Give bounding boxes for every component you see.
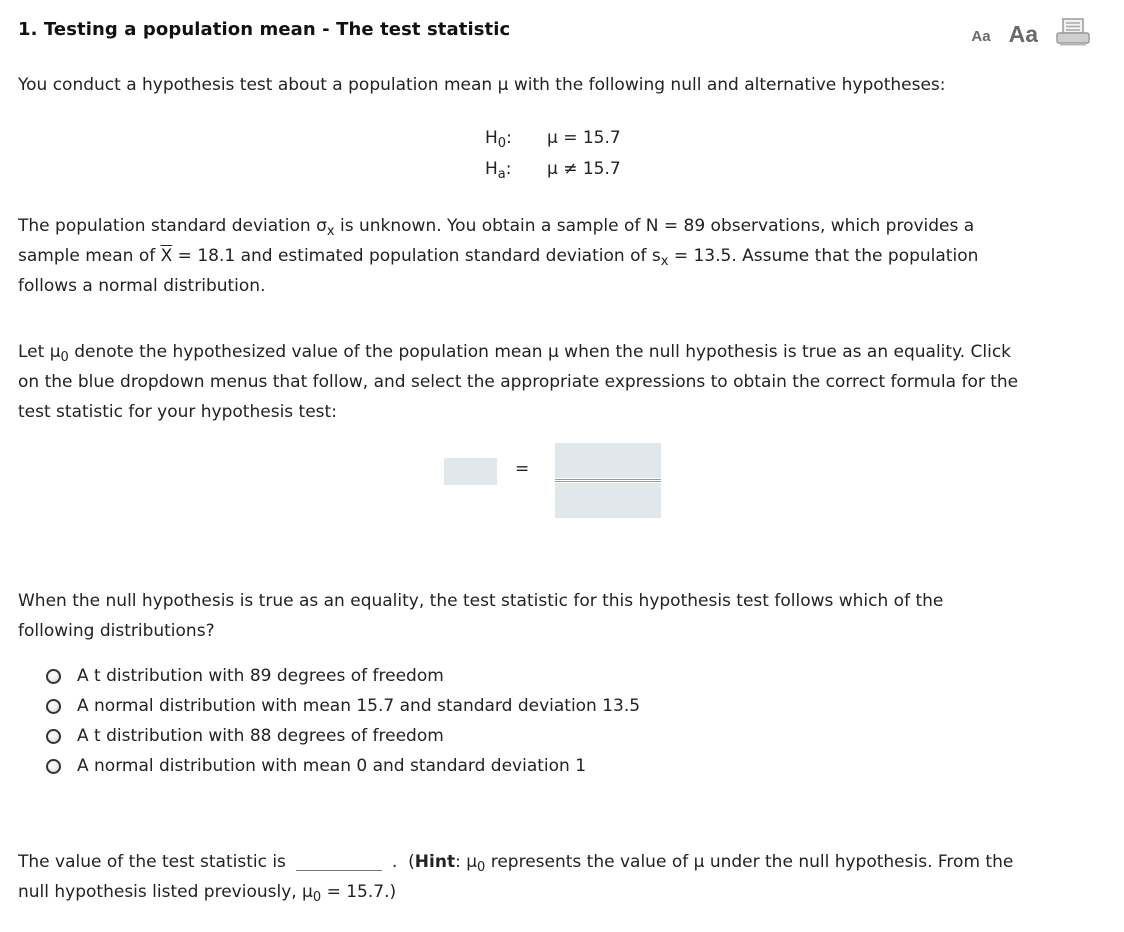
null-hypothesis-label: $H_0$: — [485, 128, 512, 151]
option-standard-normal[interactable] — [46, 751, 640, 781]
null-hypothesis-value: μ = 15.7 — [547, 128, 621, 148]
radio-button[interactable] — [46, 759, 61, 774]
alternative-hypothesis-label: $H_a$: — [485, 159, 512, 182]
option-label: A t distribution with 89 degrees of freedom — [77, 666, 444, 686]
test-statistic-answer: The value of the test statistic is . (Hint: $\mu_0$ represents the value of μ under the null hypothesis. From the null hypothesis listed previously, $\mu_0 = 15.7$.) — [18, 852, 1014, 905]
distribution-question: When the null hypothesis is true as an equality, the test statistic for this hypothesis test follows which of the following distributions? — [18, 591, 944, 641]
numerator-dropdown[interactable] — [555, 443, 661, 478]
radio-button[interactable] — [46, 699, 61, 714]
equals-sign: = — [515, 459, 530, 479]
statistic-symbol-dropdown[interactable] — [444, 458, 497, 485]
fraction-bar — [555, 479, 661, 482]
denominator-dropdown[interactable] — [555, 483, 661, 518]
font-size-small-button[interactable]: Aa — [971, 28, 991, 45]
option-normal-15-7[interactable] — [46, 691, 640, 721]
intro-text: You conduct a hypothesis test about a population mean μ with the following null and alternative hypotheses: — [18, 75, 946, 95]
toolbar — [971, 18, 1090, 46]
option-label: A normal distribution with mean 15.7 and standard deviation 13.5 — [77, 696, 641, 716]
option-label: A normal distribution with mean 0 and standard deviation 1 — [77, 756, 587, 776]
sample-description: The population standard deviation $\sigma_x$ is unknown. You obtain a sample of N = 89 observations, which provides a sample mean of $\overline{X} = 18.1$ and estimated population standard deviation of $s_x = 13.5$. Assume that the population follows a normal distribution. — [18, 216, 979, 296]
radio-button[interactable] — [46, 669, 61, 684]
alternative-hypothesis — [485, 154, 621, 185]
null-hypothesis — [485, 123, 621, 154]
radio-button[interactable] — [46, 729, 61, 744]
print-icon[interactable] — [1056, 18, 1090, 46]
formula-instructions: Let $\mu_0$ denote the hypothesized value of the population mean μ when the null hypothesis is true as an equality. Click on the blue dropdown menus that follow, and select the appropriate expressions to obtain the correct formula for the test statistic for your hypothesis test: — [18, 342, 1019, 422]
option-label: A t distribution with 88 degrees of freedom — [77, 726, 444, 746]
distribution-options — [46, 661, 640, 781]
option-t-89[interactable] — [46, 661, 640, 691]
hypotheses — [485, 123, 621, 185]
font-size-large-button[interactable]: Aa — [1008, 21, 1038, 47]
alternative-hypothesis-value: μ ≠ 15.7 — [547, 159, 621, 179]
option-t-88[interactable] — [46, 721, 640, 751]
test-statistic-input[interactable] — [296, 852, 382, 871]
page-title: 1. Testing a population mean - The test statistic — [18, 19, 511, 40]
